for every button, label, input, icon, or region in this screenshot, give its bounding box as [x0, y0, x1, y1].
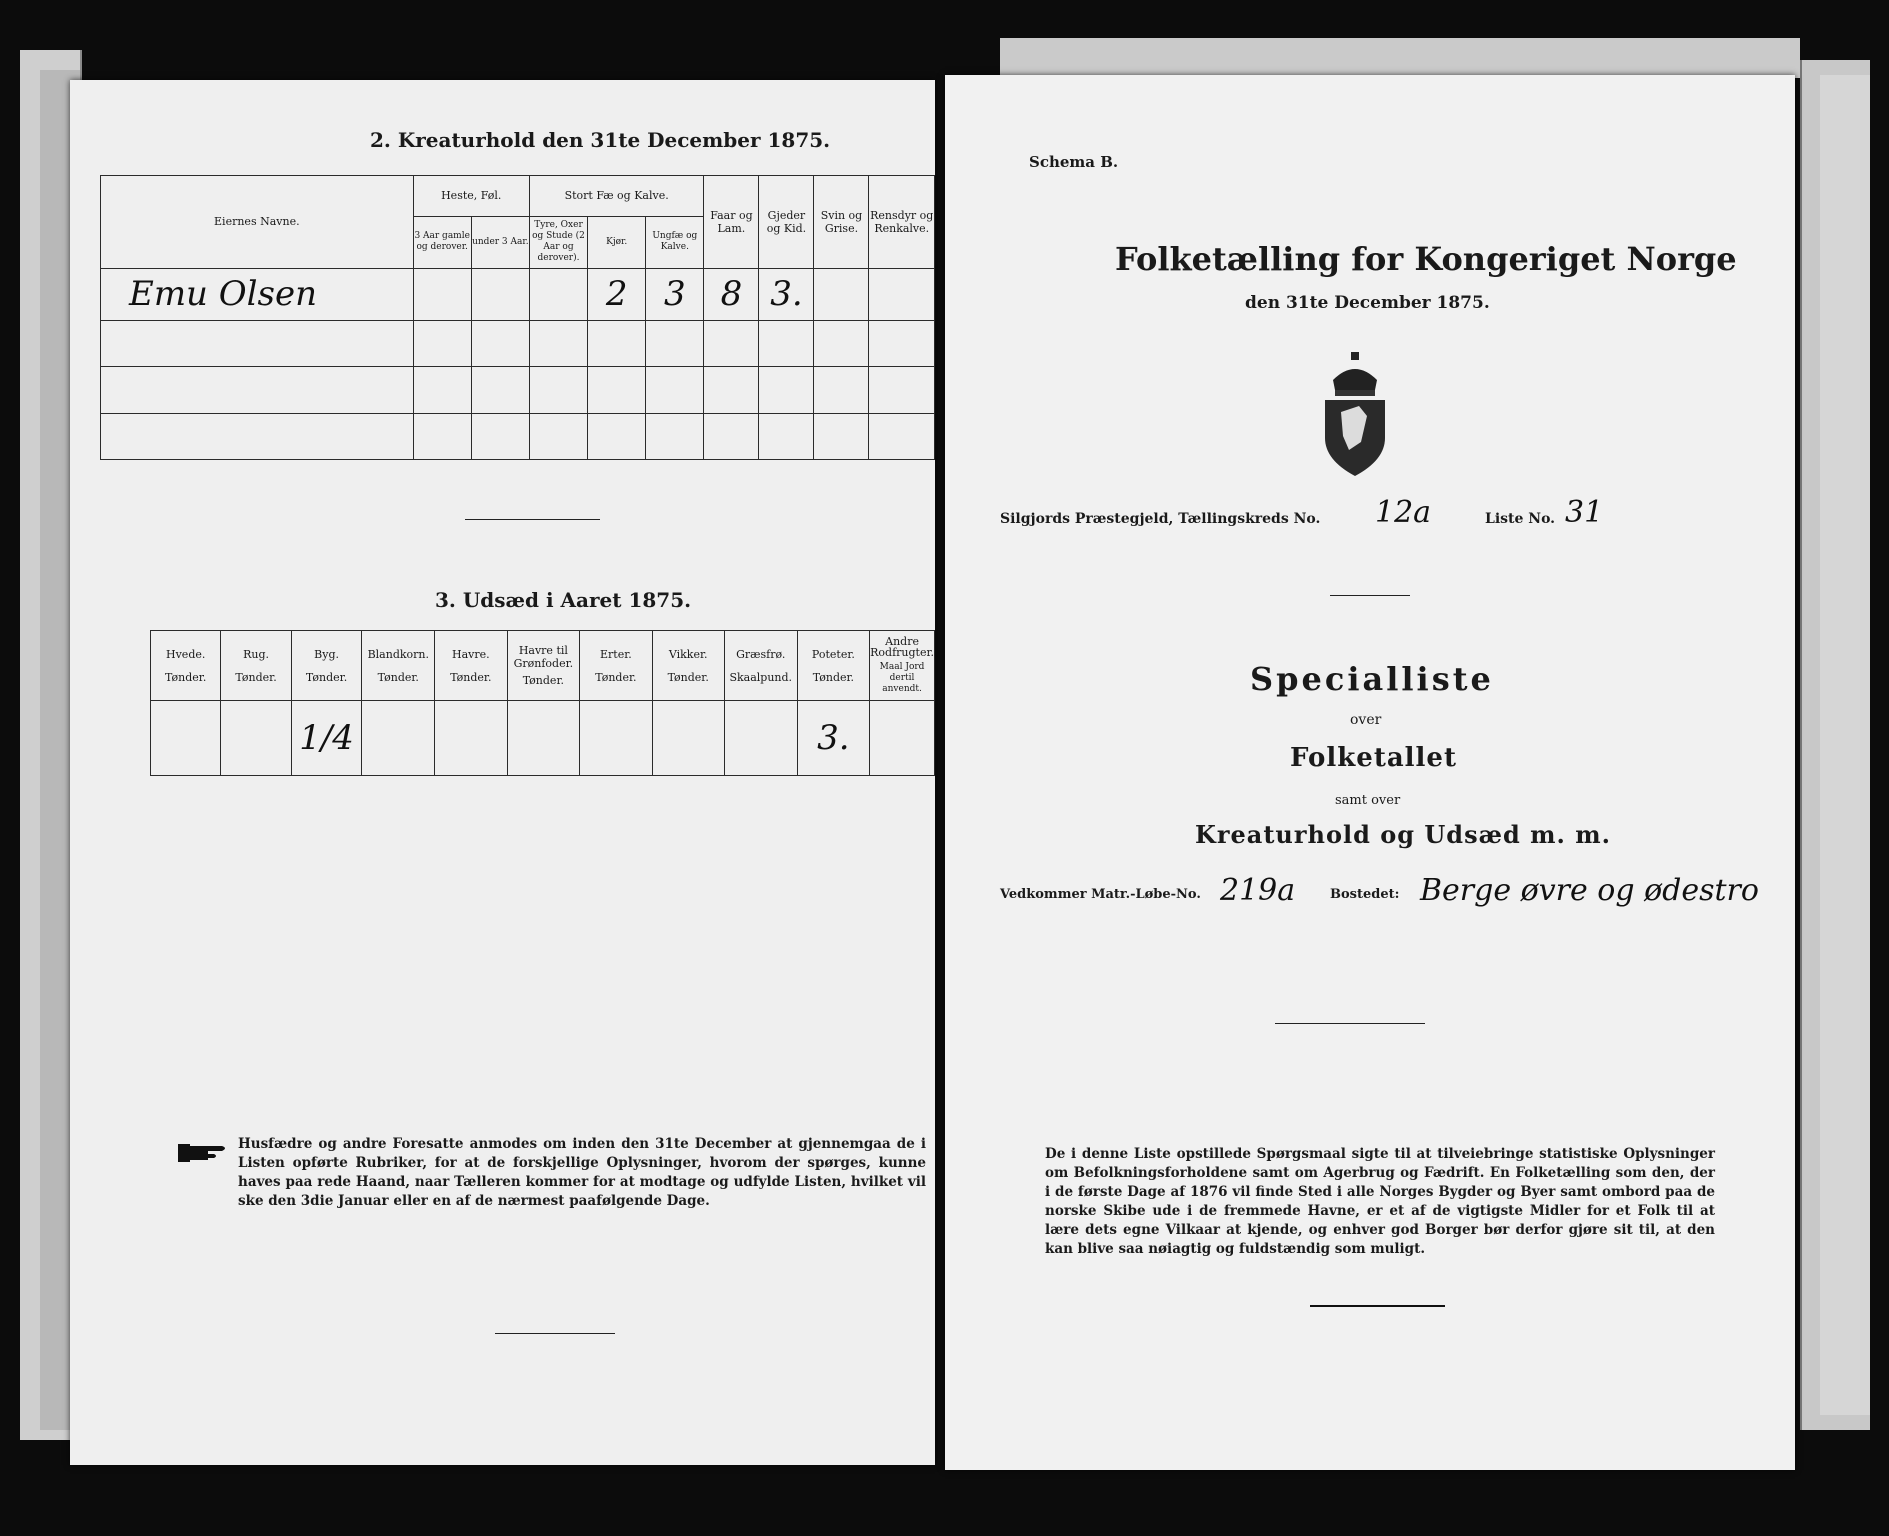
scan-edge-top: [1000, 38, 1800, 78]
cell-empty: [471, 268, 529, 320]
coat-of-arms-icon: [1315, 350, 1395, 480]
horses-old-header: 3 Aar gamle og derover.: [413, 216, 471, 268]
blandkorn-header: Blandkorn. Tønder.: [362, 631, 435, 701]
matr-label: Vedkommer Matr.-Løbe-No.: [1000, 887, 1201, 902]
section2-title: 2. Kreaturhold den 31te December 1875.: [370, 128, 831, 152]
byg-header: Byg. Tønder.: [291, 631, 362, 701]
goats-header: Gjeder og Kid.: [759, 176, 814, 269]
cell-empty: [814, 268, 869, 320]
folketallet-title: Folketallet: [1290, 743, 1457, 773]
district-line: Silgjords Præstegjeld, Tællingskreds No.: [1000, 511, 1321, 527]
bosted-label: Bostedet:: [1330, 887, 1400, 902]
bulls-header: Tyre, Oxer og Stude (2 Aar og derover).: [529, 216, 587, 268]
divider: [1310, 1305, 1445, 1307]
pigs-header: Svin og Grise.: [814, 176, 869, 269]
divider: [1275, 1023, 1425, 1024]
rug-header: Rug. Tønder.: [221, 631, 291, 701]
divider: [465, 519, 600, 520]
matr-number: 219a: [1220, 873, 1296, 908]
title-date: den 31te December 1875.: [1245, 293, 1490, 313]
erter-header: Erter. Tønder.: [580, 631, 652, 701]
havre-header: Havre. Tønder.: [435, 631, 507, 701]
right-page: [945, 75, 1795, 1470]
cell-empty: [413, 268, 471, 320]
sowing-table: [150, 630, 935, 776]
liste-label: Liste No.: [1485, 511, 1556, 527]
livestock-table: [100, 175, 935, 460]
explanation-paragraph: De i denne Liste opstillede Spørgsmaal sigte til at tilveiebringe statistiske Oplysninger om Befolkningsforholdene samt om Agerbrug og Fædrift. En Folketælling som den, der i de første Dage af 1876 vil finde Sted i alle Norges Bygder og Byer samt ombord paa de norske Skibe ude i de fremmede Havne, er et af de vigtigste Midler for et Folk til at lære dets egne Vilkaar at kjende, og enhver god Borger bør derfor gjøre sit til, at den kan blive saa nøiagtig og fuldstændig som muligt.: [1045, 1146, 1715, 1257]
horses-header: Heste, Føl.: [413, 176, 529, 217]
pointing-hand-icon: [178, 1140, 228, 1166]
liste-number: 31: [1565, 495, 1604, 530]
divider: [1330, 595, 1410, 596]
andre-header: Andre Rodfrugter. Maal Jord dertil anvendt.: [870, 631, 935, 701]
owner-header: Eiernes Navne.: [101, 176, 414, 269]
sheep-header: Faar og Lam.: [704, 176, 759, 269]
poteter-value: 3.: [797, 701, 869, 776]
bosted-value: Berge øvre og ødestro: [1420, 873, 1759, 908]
hvede-header: Hvede. Tønder.: [151, 631, 221, 701]
reindeer-header: Rensdyr og Renkalve.: [869, 176, 935, 269]
cattle-header: Stort Fæ og Kalve.: [529, 176, 703, 217]
kreaturhold-title: Kreaturhold og Udsæd m. m.: [1195, 820, 1611, 849]
sheep-value: 8: [704, 268, 759, 320]
graesfro-header: Græsfrø. Skaalpund.: [724, 631, 797, 701]
owner-name: Emu Olsen: [101, 268, 414, 320]
main-title: Folketælling for Kongeriget Norge: [1115, 240, 1737, 278]
divider: [495, 1333, 615, 1334]
horses-young-header: under 3 Aar.: [471, 216, 529, 268]
section3-title: 3. Udsæd i Aaret 1875.: [435, 588, 692, 612]
samt-over-text: samt over: [1335, 793, 1401, 808]
poteter-header: Poteter. Tønder.: [797, 631, 869, 701]
cows-header: Kjør.: [588, 216, 646, 268]
calves-value: 3: [646, 268, 704, 320]
specialliste-title: Specialliste: [1250, 660, 1494, 698]
havre-gron-header: Havre til Grønfoder. Tønder.: [507, 631, 580, 701]
schema-label: Schema B.: [1029, 153, 1119, 171]
byg-value: 1/4: [291, 701, 362, 776]
over-text: over: [1350, 712, 1382, 728]
calves-header: Ungfæ og Kalve.: [646, 216, 704, 268]
left-page: [70, 80, 935, 1465]
goats-value: 3.: [759, 268, 814, 320]
vikker-header: Vikker. Tønder.: [652, 631, 724, 701]
district-number: 12a: [1375, 495, 1432, 530]
cows-value: 2: [588, 268, 646, 320]
notice-text: Husfædre og andre Foresatte anmodes om inden den 31te December at gjennemgaa de i Listen opførte Rubriker, for at de forskjellige Oplysninger, hvorom der spørges, kunne haves paa rede Haand, naar Tælleren kommer for at modtage og udfylde Listen, hvilket vil ske den 3die Januar eller en af de nærmest paafølgende Dage.: [238, 1136, 926, 1209]
cell-empty: [869, 268, 935, 320]
cell-empty: [529, 268, 587, 320]
scan-edge-right-inner: [1820, 75, 1870, 1415]
